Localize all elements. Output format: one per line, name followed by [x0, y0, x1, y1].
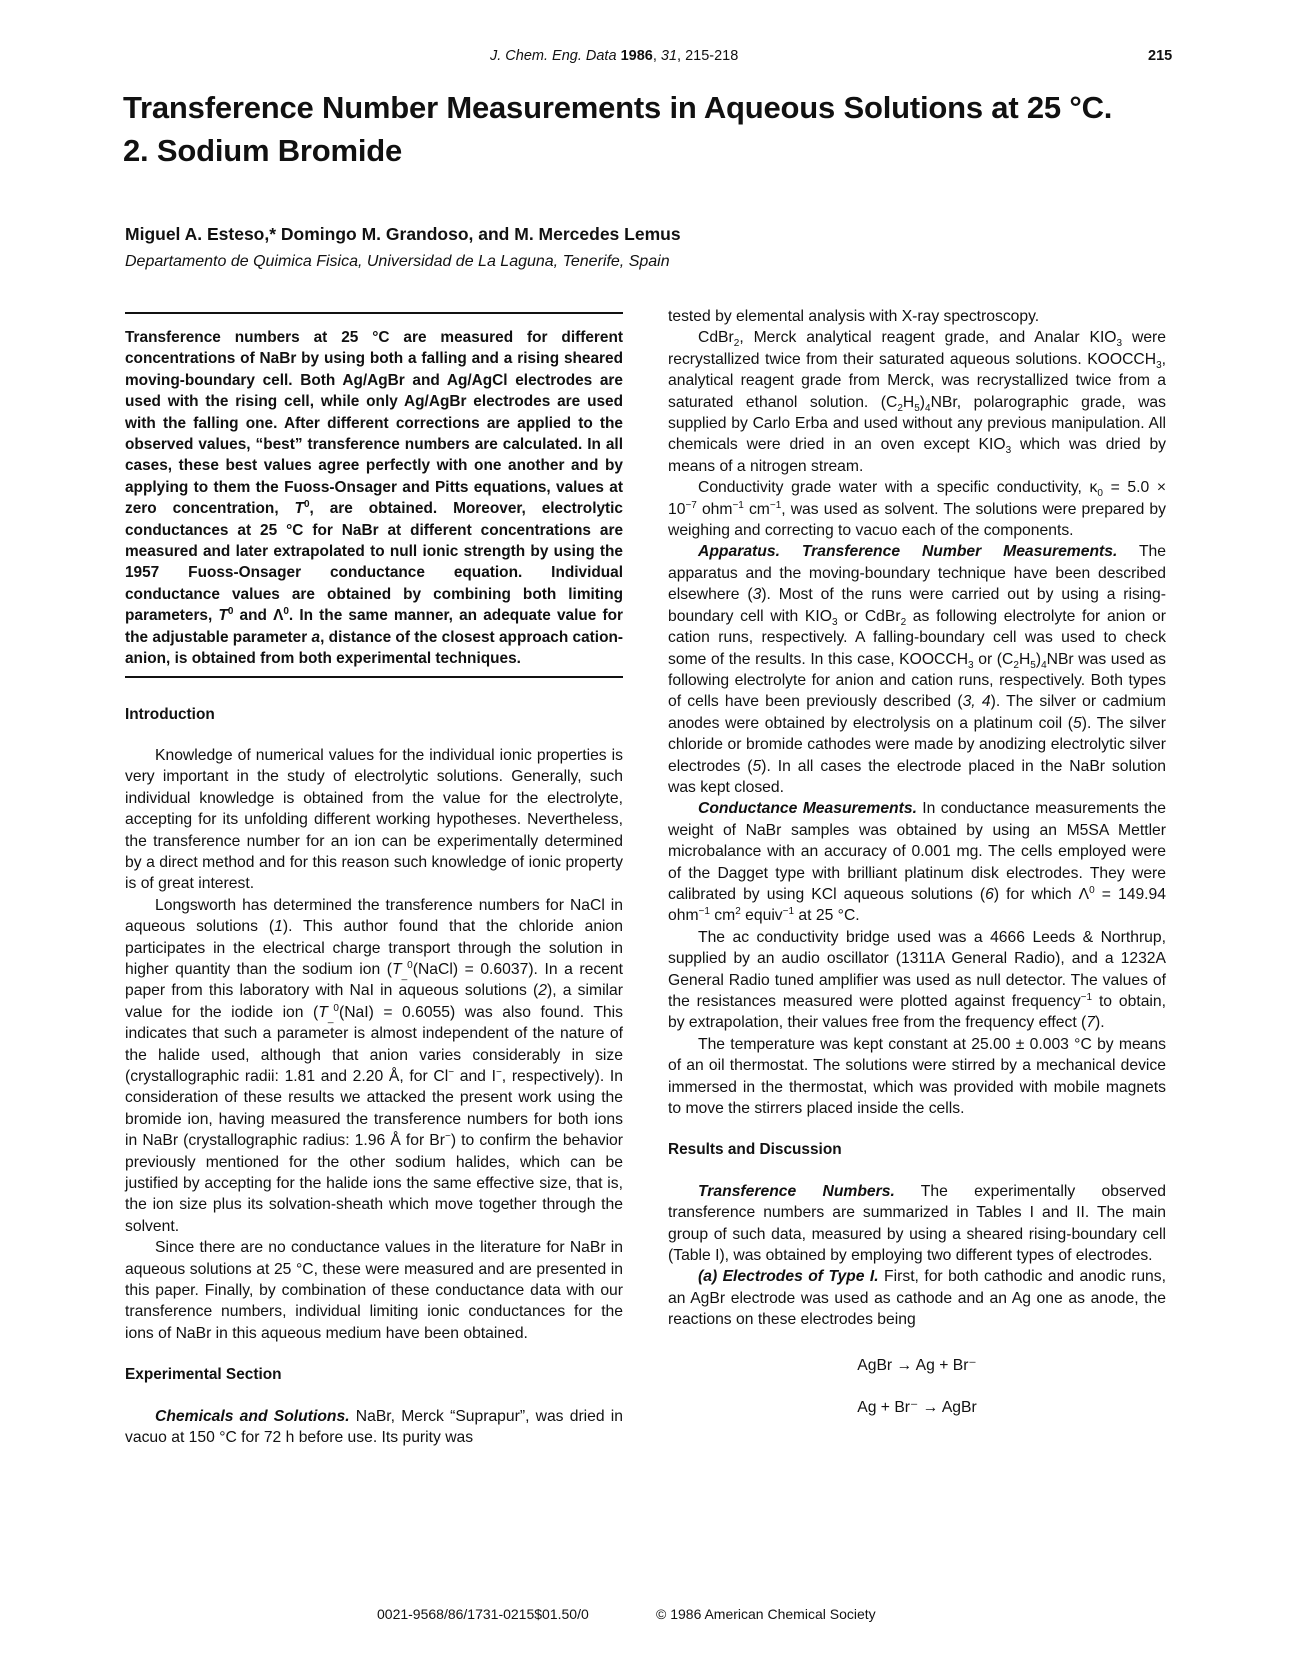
journal-year: 1986	[620, 48, 653, 64]
reference-link[interactable]: 5	[752, 757, 762, 775]
experimental-heading: Experimental Section	[125, 1366, 282, 1384]
electrodes-runin-head: (a) Electrodes of Type I.	[698, 1268, 879, 1286]
title-line-2: 2. Sodium Bromide	[123, 133, 403, 168]
reference-link[interactable]: 5	[1073, 714, 1082, 732]
journal-citation: J. Chem. Eng. Data 1986, 31, 215-218	[490, 48, 739, 64]
running-head	[0, 48, 1292, 70]
abstract-text: Transference numbers at 25 °C are measured for different concentrations of NaBr by using both a falling and a rising sheared moving-boundary cell. Both Ag/AgBr and Ag/AgCl electrodes are used with the rising cell, while only Ag/AgBr electrodes are used with the falling one. After different corrections are applied to the observed values, “best” transference numbers are calculated. In all cases, these best values agree perfectly with one another and by applying to them the Fuoss-Onsager and Pitts equations, values at zero concentration, $T^0$, are obtained. Moreover, electrolytic conductances at 25 °C for NaBr at different concentrations are measured and later extrapolated to null ionic strength by using the 1957 Fuoss-Onsager conductance equation. Individual conductance values are obtained by combining both limiting parameters, $T^0$ and $\Lambda^0$. In the same manner, an adequate value for the adjustable parameter a, distance of the closest approach cation-anion, is obtained from both experimental techniques.	[125, 329, 624, 668]
reference-link[interactable]: 3, 4	[962, 693, 991, 711]
intro-paragraph-2: Longsworth has determined the transference numbers for NaCl in aqueous solutions (1). This author found that the chloride anion participates in the electrical charge transport through the solution in higher quantity than the sodium ion $(T_{\_}^0(NaCl) = 0.6037)$. In a recent paper from this laboratory with NaI in aqueous solutions (2), a similar value for the iodide ion $(T_{\_}^0(NaI) = 0.6055)$ was also found. This indicates that such a parameter is almost independent of the nature of the halide used, although that anion varies considerably in size (crystallographic radii: 1.81 and 2.20 Å, for Cl− and I−, respectively). In consideration of these results we attacked the present work using the bromide ion, having measured the transference numbers for both ions in NaBr (crystallographic radius: 1.96 Å for Br−) to confirm the behavior previously mentioned for the other sodium halides, which can be justified by accepting for the halide ions the same effective size, that is, the ion size plus its solvation-sheath which move together through the solvent.	[125, 896, 623, 1235]
chemicals-runin-head: Chemicals and Solutions.	[155, 1407, 350, 1425]
water-paragraph: Conductivity grade water with a specific conductivity, $\kappa_0 = 5.0 \times 10^{-7}$ ohm$^{-1}$ $cm^{-1}$, was used as solvent. The solutions were prepared by weighing and correcting to vacuo each of the components.	[668, 479, 1166, 540]
intro-paragraph-1: Knowledge of numerical values for the individual ionic properties is very important in the study of electrolytic solutions. Generally, such individual knowledge is obtained from the value for the electrolyte, accepting for its unfolding different working hypotheses. Nevertheless, the transference number for an ion can be experimentally determined by a direct method and for this reason such knowledge of ionic property is of great interest.	[125, 746, 623, 893]
article-code: 0021-9568/86/1731-0215$01.50/0	[377, 1606, 589, 1622]
equation-cathode: AgBr → Ag + Br⁻	[857, 1356, 977, 1374]
right-column	[668, 306, 1166, 1429]
journal-volume: 31	[660, 48, 678, 64]
journal-pages: 215-218	[685, 48, 739, 64]
electrodes-type-i-paragraph: (a) Electrodes of Type I. First, for both cathodic and anodic runs, an AgBr electrode was used as cathode and an Ag one as anode, the reactions on these electrodes being	[668, 1268, 1166, 1329]
conductance-paragraph: Conductance Measurements. In conductance measurements the weight of NaBr samples was obtained by using an M5SA Mettler microbalance with an accuracy of 0.001 mg. The cells employed were of the Dagget type with brilliant platinum disk electrodes. They were calibrated by using KCl aqueous solutions (6) for which $\Lambda^0 = 149.94$ ohm$^{-1}$ $cm^2$ equiv$^{-1}$ at 25 °C.	[668, 800, 1166, 925]
reference-link[interactable]: 3	[752, 586, 762, 604]
chemicals-paragraph-2: CdBr$_2$, Merck analytical reagent grade, and Analar $KIO_3$ were recrystallized twice from their saturated aqueous solutions. $KOOCCH_3$, analytical reagent grade from Merck, was recrystallized twice from a saturated ethanol solution. $(C_2H_5)_4NBr$, polarographic grade, was supplied by Carlo Erba and used without any previous manipulation. All chemicals were dried in an oven except $KIO_3$ which was dried by means of a nitrogen stream.	[668, 329, 1167, 475]
results-heading: Results and Discussion	[668, 1141, 842, 1159]
apparatus-runin-head: Apparatus. Transference Number Measurements.	[698, 543, 1118, 561]
transference-paragraph: Transference Numbers. The experimentally observed transference numbers are summarized in Tables I and II. The main group of such data, measured by using a sheared rising-boundary cell (Table I), was obtained by employing two different types of electrodes.	[668, 1182, 1166, 1265]
left-column	[125, 312, 623, 1449]
equation-anode: Ag + Br⁻ → AgBr	[857, 1398, 977, 1416]
chemicals-continued: tested by elemental analysis with X-ray spectroscopy.	[668, 308, 1040, 325]
temperature-paragraph: The temperature was kept constant at 25.00 ± 0.003 °C by means of an oil thermostat. The solutions were stirred by a mechanical device immersed in the thermostat, which was provided with mobile magnets to move the stirrers placed inside the cells.	[668, 1035, 1166, 1118]
author-list: Miguel A. Esteso,* Domingo M. Grandoso, and M. Mercedes Lemus	[125, 224, 681, 244]
bridge-paragraph: The ac conductivity bridge used was a 4666 Leeds & Northrup, supplied by an audio oscillator (1311A General Radio), and a 1232A General Radio tuned amplifier was used as null detector. The values of the resistances measured were plotted against frequency$^{-1}$ to obtain, by extrapolation, their values free from the frequency effect (7).	[668, 928, 1166, 1032]
introduction-heading: Introduction	[125, 705, 215, 723]
reaction-equations	[668, 1345, 1166, 1429]
transference-runin-head: Transference Numbers.	[698, 1182, 895, 1200]
apparatus-paragraph: Apparatus. Transference Number Measurements. The apparatus and the moving-boundary technique have been described elsewhere (3). Most of the runs were carried out by using a rising-boundary cell with $KIO_3$ or CdBr$_2$ as following electrolyte for anion or cation runs, respectively. A falling-boundary cell was used to check some of the results. In this case, $KOOCCH_3$ or $(C_2H_5)_4NBr$ was used as following electrolyte for anion and cation runs, respectively. Both types of cells have been previously described (3, 4). The silver or cadmium anodes were obtained by electrolysis on a platinum coil (5). The silver chloride or bromide cathodes were made by anodizing electrolytic silver electrodes (5). In all cases the electrode placed in the NaBr solution was kept closed.	[668, 543, 1167, 796]
reference-link[interactable]: 7	[1086, 1014, 1095, 1032]
reference-link[interactable]: 1	[274, 918, 283, 936]
abstract	[125, 312, 623, 678]
conductance-runin-head: Conductance Measurements.	[698, 800, 917, 818]
paper-title	[123, 86, 1183, 172]
copyright-notice: © 1986 American Chemical Society	[656, 1606, 876, 1622]
chemicals-paragraph: Chemicals and Solutions. NaBr, Merck “Suprapur”, was dried in vacuo at 150 °C for 72 h before use. Its purity was	[125, 1407, 624, 1447]
intro-paragraph-3: Since there are no conductance values in the literature for NaBr in aqueous solutions at 25 °C, these were measured and are presented in this paper. Finally, by combination of these conductance data with our transference numbers, individual limiting ionic conductances for the ions of NaBr in this aqueous medium have been obtained.	[125, 1239, 623, 1342]
page-number: 215	[1148, 48, 1173, 64]
title-line-1: Transference Number Measurements in Aqueous Solutions at 25 °C.	[123, 90, 1113, 125]
affiliation: Departamento de Quimica Fisica, Universidad de La Laguna, Tenerife, Spain	[125, 253, 670, 270]
reference-link[interactable]: 6	[985, 885, 994, 903]
reference-link[interactable]: 2	[538, 982, 547, 1000]
journal-abbrev: J. Chem. Eng. Data	[490, 48, 617, 64]
